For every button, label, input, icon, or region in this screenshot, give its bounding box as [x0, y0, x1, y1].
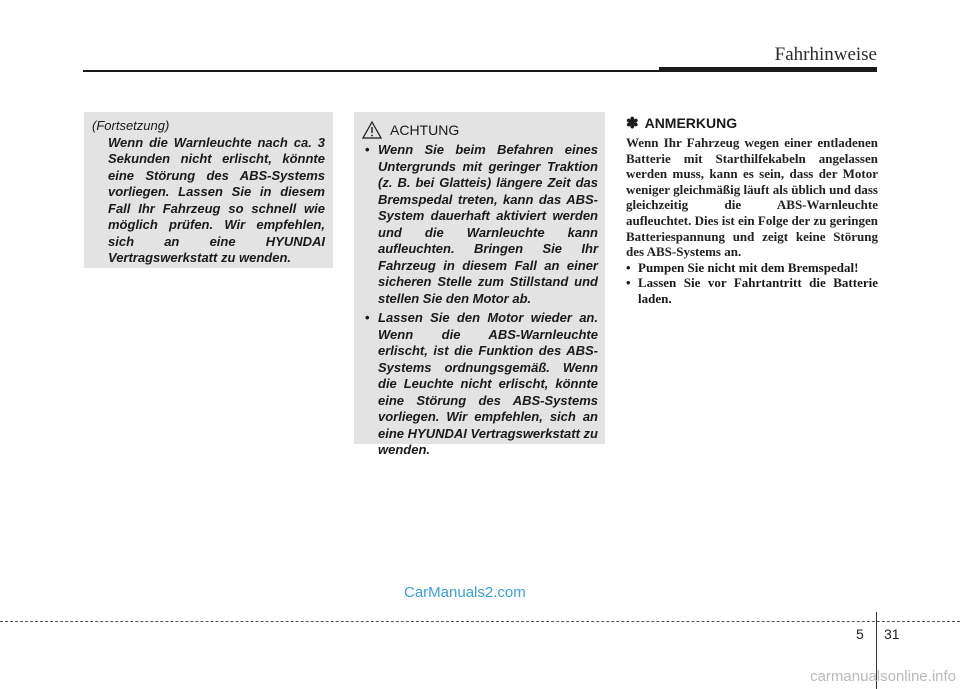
note-item: • Lassen Sie vor Fahrtantritt die Batterie laden.: [626, 275, 878, 306]
asterisk-icon: ✽: [626, 115, 639, 132]
chapter-number: 5: [856, 626, 864, 642]
continuation-text: Wenn die Warnleuchte nach ca. 3 Sekunden nicht erlischt, könnte eine Störung des ABS-Systems vorliegen. Lassen Sie in diesem Fall Ihr Fahrzeug so schnell wie möglich prüfen. Wir empfehlen, sich an eine HYUNDAI Vertragswerkstatt zu wenden.: [108, 134, 325, 265]
note-body: Wenn Ihr Fahrzeug wegen einer entladenen Batterie mit Starthilfekabeln angelassen werden muss, kann es sein, dass der Motor weniger gleichmäßig läuft als üblich und dass gleichzeitig die ABS-Warnleuchte aufleuchtet. Dies ist ein Folge der zu geringen Batteriespannung und zeigt keine Störung des ABS-Systems an.: [626, 135, 878, 260]
warning-item: • Lassen Sie den Motor wieder an. Wenn die ABS-Warnleuchte erlischt, ist die Funktion des ABS-Systems ordnungsgemäß. Wenn die Leuchte nicht erlischt, könnte eine Störung des ABS-Systems vorliegen. Wir empfehlen, sich an eine HYUNDAI Vertragswerkstatt zu wenden.: [362, 310, 598, 459]
footer-divider: [0, 621, 960, 622]
warning-item: • Wenn Sie beim Befahren eines Untergrunds mit geringer Traktion (z. B. bei Glatteis) längere Zeit das Bremspedal treten, kann das ABS-System dauerhaft aktiviert werden und die Warnleuchte kann aufleuchten. Bringen Sie Ihr Fahrzeug in diesem Fall an einer sicheren Stelle zum Stillstand und stellen Sie den Motor ab.: [362, 142, 598, 307]
watermark-link[interactable]: CarManuals2.com: [404, 584, 526, 601]
note-item: • Pumpen Sie nicht mit dem Bremspedal!: [626, 260, 878, 276]
section-title: Fahrhinweise: [774, 44, 877, 65]
page-number: 31: [884, 626, 900, 642]
continuation-box: [84, 112, 333, 268]
warning-title: ACHTUNG: [390, 121, 460, 138]
warning-box: [354, 112, 605, 457]
site-watermark: carmanualsonline.info: [810, 668, 956, 685]
continuation-heading: (Fortsetzung): [92, 118, 170, 133]
warning-header: [362, 121, 598, 139]
warning-triangle-icon: [362, 121, 382, 139]
note-header: [626, 114, 878, 132]
header-rule-thick: [659, 67, 877, 72]
header-rule: [83, 70, 659, 72]
note-title: ANMERKUNG: [644, 115, 738, 131]
note-section: [626, 114, 878, 307]
